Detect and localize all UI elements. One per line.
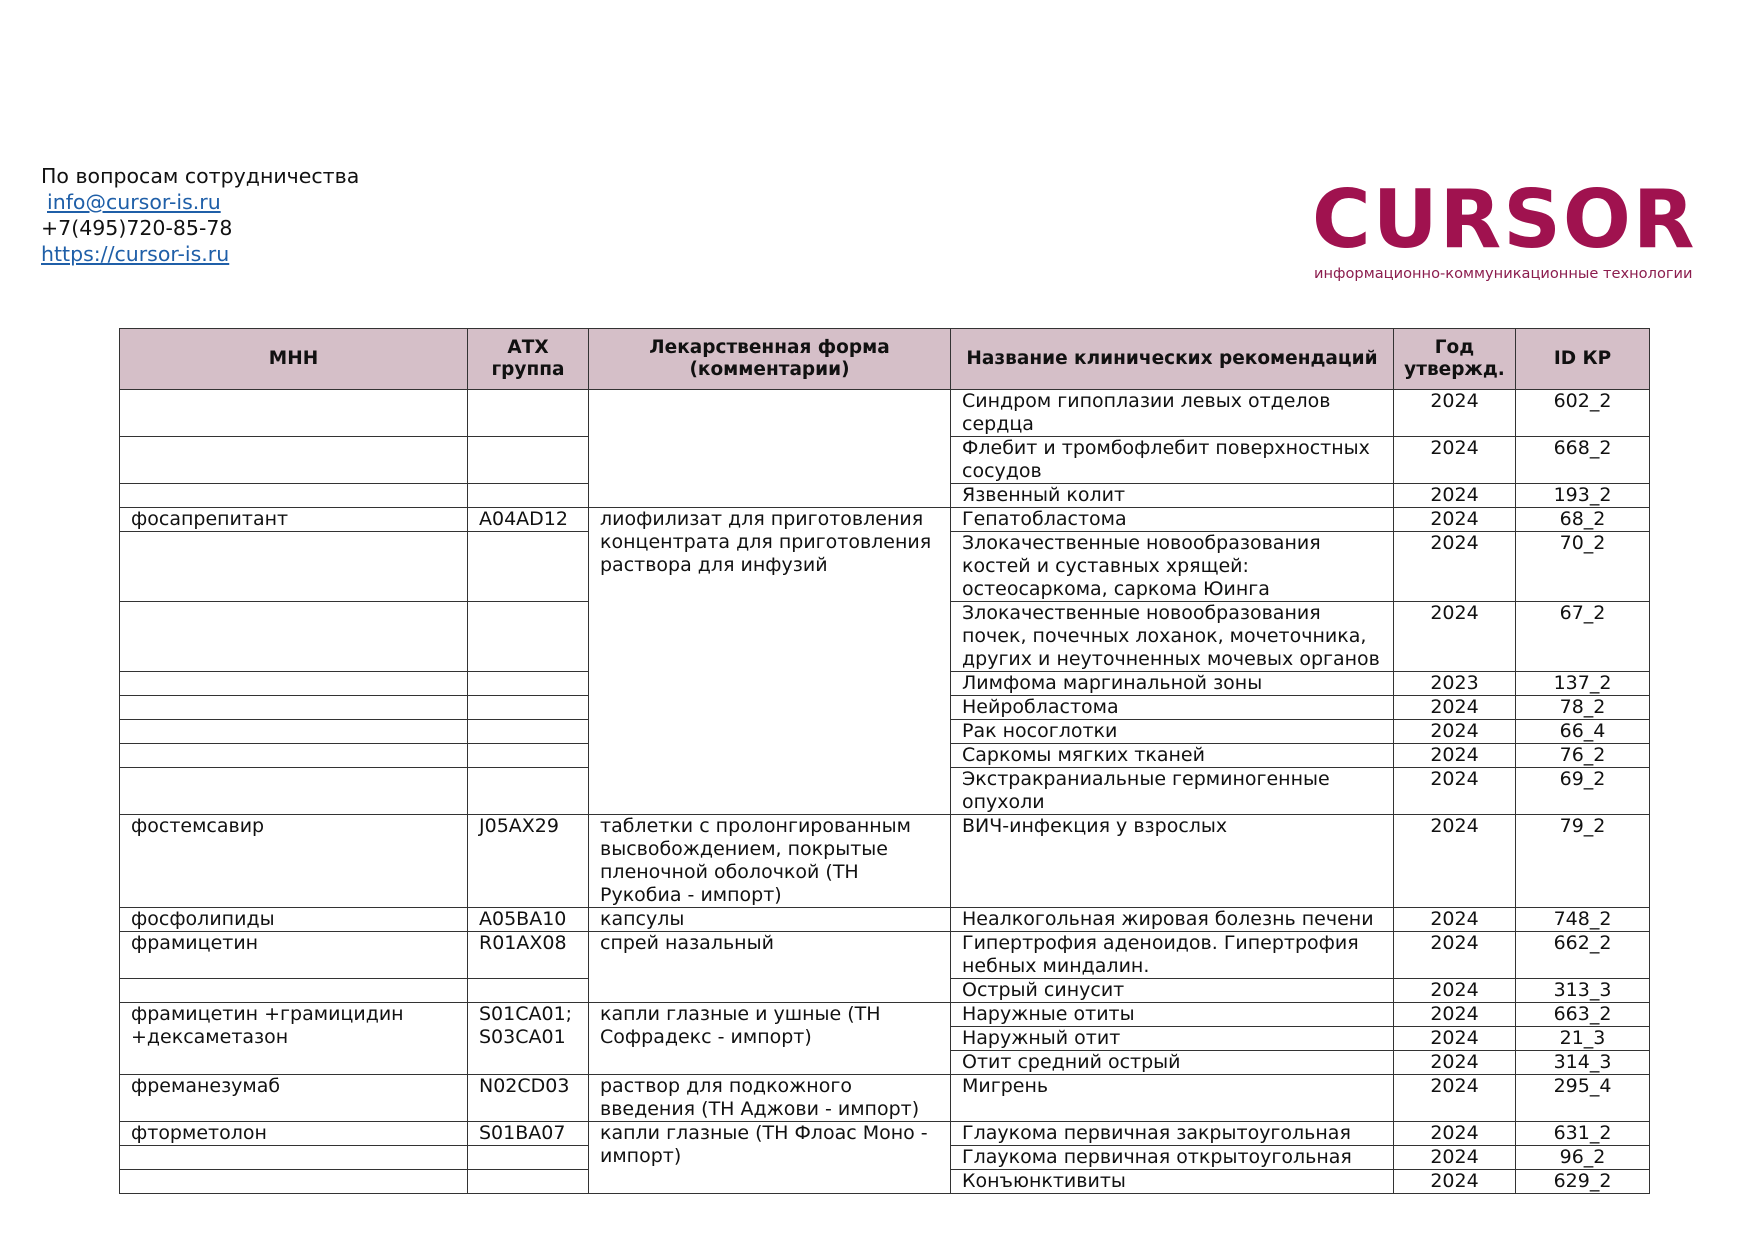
cell-year: 2024 <box>1394 1003 1516 1027</box>
cell-mnn: фреманезумаб <box>120 1075 468 1122</box>
cell-mnn <box>120 1146 468 1170</box>
cell-year: 2023 <box>1394 672 1516 696</box>
cell-recommendation: Флебит и тромбофлебит поверхностных сосудов <box>951 437 1394 484</box>
cell-atc: R01AX08 <box>468 932 589 979</box>
cell-id: 79_2 <box>1516 815 1650 908</box>
cell-atc <box>468 979 589 1003</box>
cell-year: 2024 <box>1394 1122 1516 1146</box>
cell-atc: A04AD12 <box>468 508 589 532</box>
cell-atc: A05BA10 <box>468 908 589 932</box>
cell-mnn <box>120 390 468 437</box>
cell-id: 629_2 <box>1516 1170 1650 1194</box>
cell-year: 2024 <box>1394 768 1516 815</box>
cell-id: 96_2 <box>1516 1146 1650 1170</box>
cell-mnn: фосапрепитант <box>120 508 468 532</box>
cell-year: 2024 <box>1394 390 1516 437</box>
cell-year: 2024 <box>1394 437 1516 484</box>
cell-mnn: фторметолон <box>120 1122 468 1146</box>
cell-year: 2024 <box>1394 908 1516 932</box>
cell-id: 668_2 <box>1516 437 1650 484</box>
cell-id: 295_4 <box>1516 1075 1650 1122</box>
cell-atc <box>468 532 589 602</box>
cell-id: 69_2 <box>1516 768 1650 815</box>
cell-id: 193_2 <box>1516 484 1650 508</box>
cell-recommendation: Гипертрофия аденоидов. Гипертрофия небных миндалин. <box>951 932 1394 979</box>
website-link[interactable]: https://cursor-is.ru <box>41 242 230 266</box>
cell-mnn <box>120 1170 468 1194</box>
cell-id: 68_2 <box>1516 508 1650 532</box>
cell-recommendation: Лимфома маргинальной зоны <box>951 672 1394 696</box>
cell-id: 663_2 <box>1516 1003 1650 1027</box>
cell-mnn: фрамицетин <box>120 932 468 979</box>
cell-form: капли глазные и ушные (ТН Софрадекс - импорт) <box>589 1003 951 1075</box>
cell-year: 2024 <box>1394 1027 1516 1051</box>
cell-year: 2024 <box>1394 932 1516 979</box>
cell-atc <box>468 390 589 437</box>
cell-atc <box>468 696 589 720</box>
cell-year: 2024 <box>1394 1051 1516 1075</box>
cell-mnn: фосфолипиды <box>120 908 468 932</box>
cell-id: 67_2 <box>1516 602 1650 672</box>
table-row <box>120 390 1650 437</box>
cell-recommendation: Отит средний острый <box>951 1051 1394 1075</box>
header-atc: АТХ группа <box>468 329 589 390</box>
contacts-caption: По вопросам сотрудничества <box>41 164 360 188</box>
cell-mnn <box>120 602 468 672</box>
cell-form: капсулы <box>589 908 951 932</box>
header-recommendation: Название клинических рекомендаций <box>951 329 1394 390</box>
cell-year: 2024 <box>1394 602 1516 672</box>
table-row <box>120 508 1650 532</box>
cell-recommendation: Мигрень <box>951 1075 1394 1122</box>
cell-recommendation: ВИЧ-инфекция у взрослых <box>951 815 1394 908</box>
cell-id: 76_2 <box>1516 744 1650 768</box>
cell-recommendation: Неалкогольная жировая болезнь печени <box>951 908 1394 932</box>
header-form: Лекарственная форма (комментарии) <box>589 329 951 390</box>
cell-recommendation: Саркомы мягких тканей <box>951 744 1394 768</box>
cell-recommendation: Наружный отит <box>951 1027 1394 1051</box>
cell-id: 21_3 <box>1516 1027 1650 1051</box>
table-row <box>120 908 1650 932</box>
cell-form <box>589 390 951 508</box>
email-link[interactable]: info@cursor-is.ru <box>47 190 221 214</box>
cell-id: 137_2 <box>1516 672 1650 696</box>
table-row <box>120 1075 1650 1122</box>
cell-mnn <box>120 672 468 696</box>
cell-year: 2024 <box>1394 720 1516 744</box>
cell-year: 2024 <box>1394 696 1516 720</box>
cell-mnn <box>120 768 468 815</box>
company-logo <box>1312 173 1697 288</box>
cell-recommendation: Синдром гипоплазии левых отделов сердца <box>951 390 1394 437</box>
table-row <box>120 1003 1650 1027</box>
cell-mnn <box>120 532 468 602</box>
cell-mnn <box>120 744 468 768</box>
cell-recommendation: Язвенный колит <box>951 484 1394 508</box>
cell-recommendation: Гепатобластома <box>951 508 1394 532</box>
cell-mnn <box>120 720 468 744</box>
cell-mnn <box>120 979 468 1003</box>
cell-recommendation: Острый синусит <box>951 979 1394 1003</box>
drug-recommendations-table <box>119 328 1650 1194</box>
cell-mnn: фрамицетин +грамицидин +дексаметазон <box>120 1003 468 1075</box>
cell-atc <box>468 1146 589 1170</box>
cell-id: 78_2 <box>1516 696 1650 720</box>
header-id: ID КР <box>1516 329 1650 390</box>
cell-year: 2024 <box>1394 508 1516 532</box>
logo-wordmark: CURSOR <box>1312 173 1697 266</box>
cell-mnn <box>120 484 468 508</box>
cell-recommendation: Конъюнктивиты <box>951 1170 1394 1194</box>
cell-atc: N02CD03 <box>468 1075 589 1122</box>
cell-id: 66_4 <box>1516 720 1650 744</box>
cell-recommendation: Злокачественные новообразования костей и суставных хрящей: остеосаркома, саркома Юинга <box>951 532 1394 602</box>
cell-atc <box>468 672 589 696</box>
cell-atc: S01CA01; S03CA01 <box>468 1003 589 1075</box>
cell-year: 2024 <box>1394 1075 1516 1122</box>
cell-recommendation: Наружные отиты <box>951 1003 1394 1027</box>
cell-id: 314_3 <box>1516 1051 1650 1075</box>
cell-year: 2024 <box>1394 484 1516 508</box>
cell-mnn <box>120 437 468 484</box>
cell-recommendation: Рак носоглотки <box>951 720 1394 744</box>
cell-year: 2024 <box>1394 532 1516 602</box>
header-year: Год утвержд. <box>1394 329 1516 390</box>
cell-id: 70_2 <box>1516 532 1650 602</box>
cell-year: 2024 <box>1394 979 1516 1003</box>
cell-year: 2024 <box>1394 815 1516 908</box>
logo-tagline: информационно-коммуникационные технологии <box>1314 265 1693 282</box>
table-row <box>120 932 1650 979</box>
cell-atc <box>468 720 589 744</box>
cell-atc: J05AX29 <box>468 815 589 908</box>
contacts-block <box>41 163 359 267</box>
cell-id: 313_3 <box>1516 979 1650 1003</box>
cell-id: 631_2 <box>1516 1122 1650 1146</box>
cell-form: капли глазные (ТН Флоас Моно - импорт) <box>589 1122 951 1194</box>
cell-atc <box>468 768 589 815</box>
cell-form: таблетки с пролонгированным высвобождением, покрытые пленочной оболочкой (ТН Рукобиа - импорт) <box>589 815 951 908</box>
cell-recommendation: Злокачественные новообразования почек, почечных лоханок, мочеточника, других и неуточненных мочевых органов <box>951 602 1394 672</box>
cell-id: 662_2 <box>1516 932 1650 979</box>
phone-number: +7(495)720-85-78 <box>41 216 233 240</box>
cell-form: лиофилизат для приготовления концентрата для приготовления раствора для инфузий <box>589 508 951 815</box>
table-header-row <box>120 329 1650 390</box>
cell-year: 2024 <box>1394 1146 1516 1170</box>
header-mnn: МНН <box>120 329 468 390</box>
cell-id: 602_2 <box>1516 390 1650 437</box>
cell-recommendation: Глаукома первичная открытоугольная <box>951 1146 1394 1170</box>
cell-form: спрей назальный <box>589 932 951 1003</box>
cell-atc <box>468 602 589 672</box>
cell-atc <box>468 484 589 508</box>
cell-recommendation: Глаукома первичная закрытоугольная <box>951 1122 1394 1146</box>
cell-year: 2024 <box>1394 1170 1516 1194</box>
cell-mnn: фостемсавир <box>120 815 468 908</box>
cell-mnn <box>120 696 468 720</box>
cell-recommendation: Экстракраниальные герминогенные опухоли <box>951 768 1394 815</box>
cell-recommendation: Нейробластома <box>951 696 1394 720</box>
cell-atc <box>468 744 589 768</box>
table-row <box>120 815 1650 908</box>
cell-atc <box>468 437 589 484</box>
cell-form: раствор для подкожного введения (ТН Аджови - импорт) <box>589 1075 951 1122</box>
cell-atc: S01BA07 <box>468 1122 589 1146</box>
cell-atc <box>468 1170 589 1194</box>
table-row <box>120 1122 1650 1146</box>
cell-id: 748_2 <box>1516 908 1650 932</box>
cell-year: 2024 <box>1394 744 1516 768</box>
